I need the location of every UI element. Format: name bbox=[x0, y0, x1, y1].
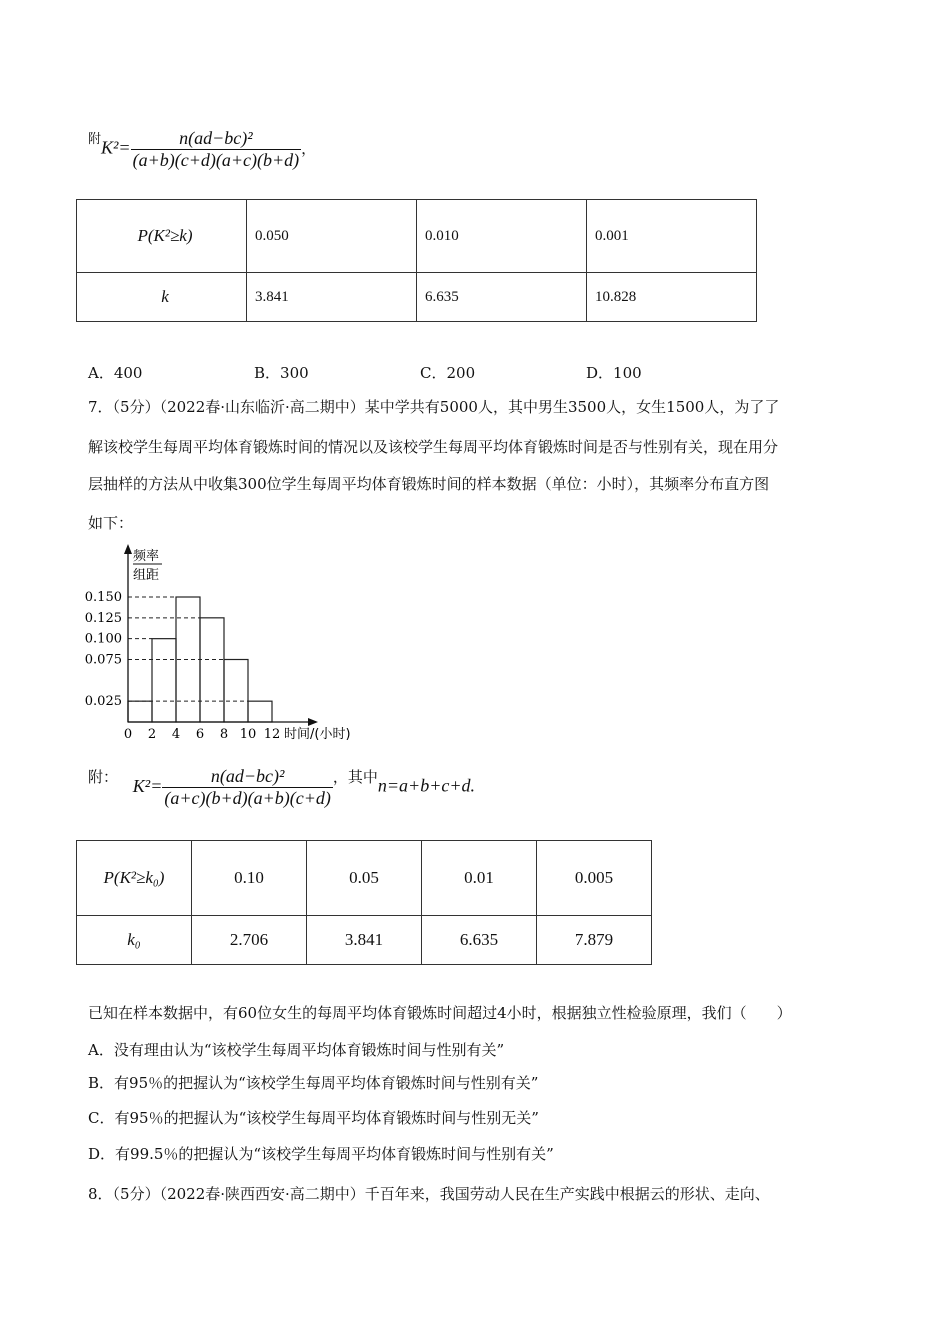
x-axis-label: 时间/(小时) bbox=[284, 727, 351, 742]
y-tick-label: 0.075 bbox=[84, 652, 122, 668]
formula-prefix: 附： bbox=[88, 768, 119, 786]
table-cell: 3.841 bbox=[307, 916, 422, 965]
table-cell: 6.635 bbox=[417, 273, 587, 322]
histogram-bar bbox=[224, 660, 248, 723]
option-b: B．有95％的把握认为“该校学生每周平均体育锻炼时间与性别有关” bbox=[88, 1074, 539, 1092]
numerator: n(ad−bc)² bbox=[131, 128, 302, 150]
table-cell: 0.010 bbox=[417, 200, 587, 273]
y-axis-arrow-icon bbox=[124, 544, 132, 554]
critical-value-table-2 bbox=[76, 840, 652, 965]
formula-fraction bbox=[162, 766, 333, 809]
question-7-condition: 已知在样本数据中，有60位女生的每周平均体育锻炼时间超过4小时，根据独立性检验原理，我们（ ） bbox=[88, 1004, 792, 1022]
x-tick-label: 10 bbox=[239, 727, 257, 742]
x-tick-label: 0 bbox=[123, 727, 133, 742]
table-row bbox=[77, 200, 757, 273]
y-tick-label: 0.100 bbox=[84, 631, 122, 647]
y-axis-label-bottom: 组距 bbox=[133, 568, 160, 583]
formula-fraction bbox=[131, 128, 302, 171]
table-row bbox=[77, 273, 757, 322]
table-cell: 0.05 bbox=[307, 841, 422, 916]
option-a: A．400 bbox=[88, 364, 143, 382]
y-axis-label-top: 频率 bbox=[133, 549, 160, 564]
table-cell: 7.879 bbox=[537, 916, 652, 965]
critical-value-table-1 bbox=[76, 199, 757, 322]
table-cell: 6.635 bbox=[422, 916, 537, 965]
table-cell: 2.706 bbox=[192, 916, 307, 965]
formula-suffix: ， bbox=[301, 139, 317, 158]
y-tick-label: 0.025 bbox=[84, 694, 122, 710]
table-row bbox=[77, 841, 652, 916]
histogram-bar bbox=[128, 701, 152, 722]
numerator: n(ad−bc)² bbox=[162, 766, 333, 788]
formula-mid: ，其中 bbox=[332, 768, 378, 786]
formula-lhs: K²= bbox=[132, 775, 163, 796]
table-cell: 0.10 bbox=[192, 841, 307, 916]
table-cell: 0.001 bbox=[587, 200, 757, 273]
table-cell: 0.005 bbox=[537, 841, 652, 916]
formula-2 bbox=[88, 766, 475, 809]
table-row bbox=[77, 916, 652, 965]
x-tick-label: 4 bbox=[171, 727, 181, 742]
y-tick-label: 0.125 bbox=[84, 610, 122, 626]
formula-tail: n=a+b+c+d. bbox=[377, 775, 475, 796]
table-cell: k₀ bbox=[77, 916, 192, 965]
histogram-bar bbox=[248, 701, 272, 722]
table-cell: P(K²≥k) bbox=[77, 200, 247, 273]
histogram-bar bbox=[200, 618, 224, 722]
table-cell: P(K²≥k₀) bbox=[77, 841, 192, 916]
x-tick-label: 6 bbox=[195, 727, 205, 742]
frequency-histogram bbox=[80, 540, 380, 750]
table-cell: 0.01 bbox=[422, 841, 537, 916]
x-tick-label: 2 bbox=[147, 727, 157, 742]
table-cell: 3.841 bbox=[247, 273, 417, 322]
question-7-line: 如下： bbox=[88, 514, 134, 532]
option-c: C．200 bbox=[420, 364, 476, 382]
table-cell: 0.050 bbox=[247, 200, 417, 273]
table-cell: 10.828 bbox=[587, 273, 757, 322]
y-tick-label: 0.150 bbox=[84, 590, 122, 605]
option-c: C．有95％的把握认为“该校学生每周平均体育锻炼时间与性别无关” bbox=[88, 1109, 539, 1127]
question-8-line: 8．（5分）（2022春·陕西西安·高二期中）千百年来，我国劳动人民在生产实践中根据云的形状、走向、 bbox=[88, 1185, 770, 1203]
x-tick-label: 8 bbox=[219, 727, 229, 742]
x-axis-arrow-icon bbox=[308, 718, 318, 726]
question-7-line: 7．（5分）（2022春·山东临沂·高二期中）某中学共有5000人，其中男生3500人，女生1500人，为了了 bbox=[88, 398, 780, 416]
option-d: D．100 bbox=[586, 364, 642, 382]
option-b: B．300 bbox=[254, 364, 309, 382]
option-a: A．没有理由认为“该校学生每周平均体育锻炼时间与性别有关” bbox=[88, 1041, 505, 1059]
formula-1 bbox=[88, 128, 316, 171]
denominator: (a+c)(b+d)(a+b)(c+d) bbox=[164, 788, 331, 808]
histogram-bar bbox=[152, 639, 176, 722]
denominator: (a+b)(c+d)(a+c)(b+d) bbox=[132, 150, 300, 170]
option-d: D．有99.5％的把握认为“该校学生每周平均体育锻炼时间与性别有关” bbox=[88, 1145, 554, 1163]
formula-prefix: 附 bbox=[88, 132, 102, 147]
formula-lhs: K²= bbox=[101, 137, 131, 158]
table-cell: k bbox=[77, 273, 247, 322]
question-7-line: 层抽样的方法从中收集300位学生每周平均体育锻炼时间的样本数据（单位：小时），其频率分布直方图 bbox=[88, 475, 770, 493]
x-tick-label: 12 bbox=[263, 727, 281, 742]
question-7-line: 解该校学生每周平均体育锻炼时间的情况以及该校学生每周平均体育锻炼时间是否与性别有关，现在用分 bbox=[88, 438, 779, 456]
